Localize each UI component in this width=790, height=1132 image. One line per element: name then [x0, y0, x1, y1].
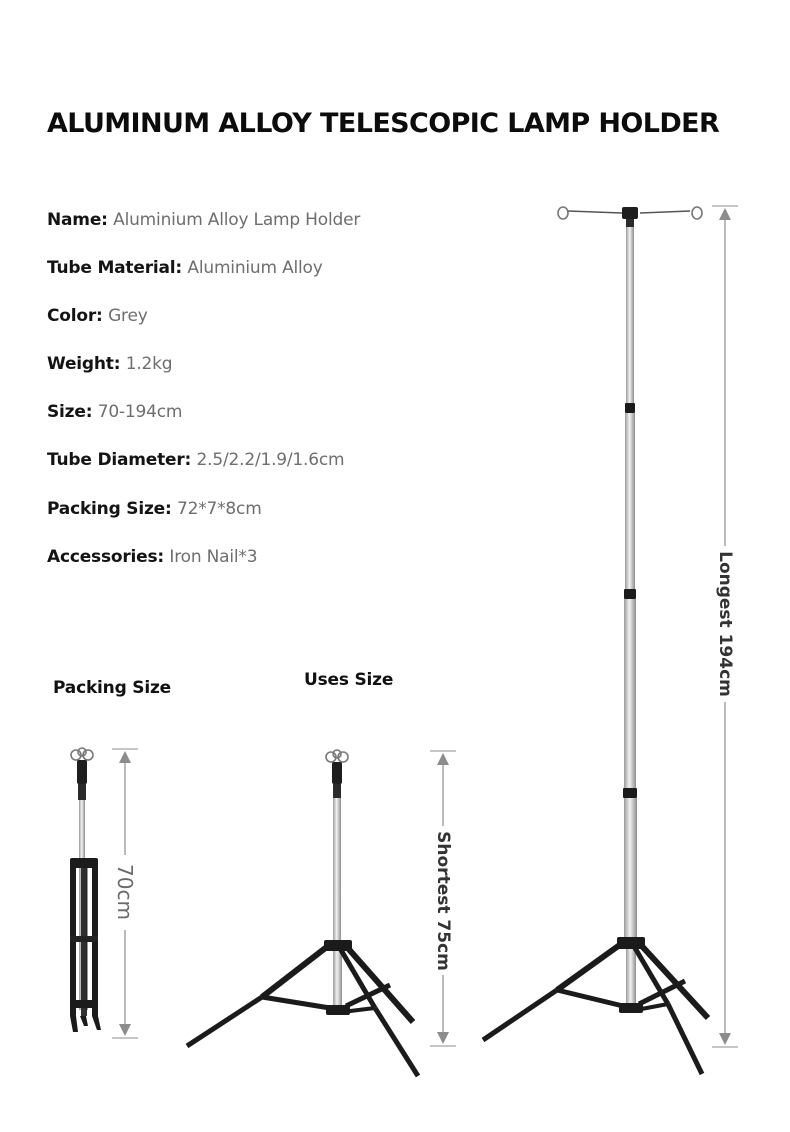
spec-value: 72*7*8cm: [176, 498, 262, 519]
shortest-size-label: Shortest 75cm: [433, 831, 453, 971]
spec-key: Accessories:: [47, 546, 165, 567]
spec-value: 2.5/2.2/1.9/1.6cm: [196, 450, 345, 471]
spec-key: Packing Size:: [47, 498, 172, 519]
spec-key: Tube Diameter:: [47, 450, 192, 471]
packed-size-label: 70cm: [113, 864, 137, 920]
hook-icon: [326, 750, 348, 762]
spec-value: 70-194cm: [97, 402, 183, 423]
longest-stand: [483, 207, 708, 1074]
page-title: ALUMINUM ALLOY TELESCOPIC LAMP HOLDER: [47, 108, 720, 139]
uses-size-caption: Uses Size: [304, 670, 394, 690]
spec-value: Grey: [108, 306, 148, 327]
shortest-stand: [187, 750, 418, 1076]
spec-value: Aluminium Alloy Lamp Holder: [113, 210, 361, 230]
spec-key: Weight:: [47, 354, 121, 375]
spec-key: Size:: [47, 402, 93, 423]
spec-key: Color:: [47, 306, 103, 327]
spec-value: Aluminium Alloy: [187, 258, 323, 279]
spec-value: Iron Nail*3: [169, 546, 258, 567]
packing-size-caption: Packing Size: [53, 678, 171, 698]
packed-stand: [70, 748, 101, 1032]
spec-key: Name:: [47, 210, 108, 230]
hook-icon: [558, 207, 702, 219]
hook-icon: [71, 748, 93, 760]
longest-size-label: Longest 194cm: [715, 551, 735, 697]
spec-key: Tube Material:: [47, 258, 183, 279]
spec-value: 1.2kg: [125, 354, 173, 375]
